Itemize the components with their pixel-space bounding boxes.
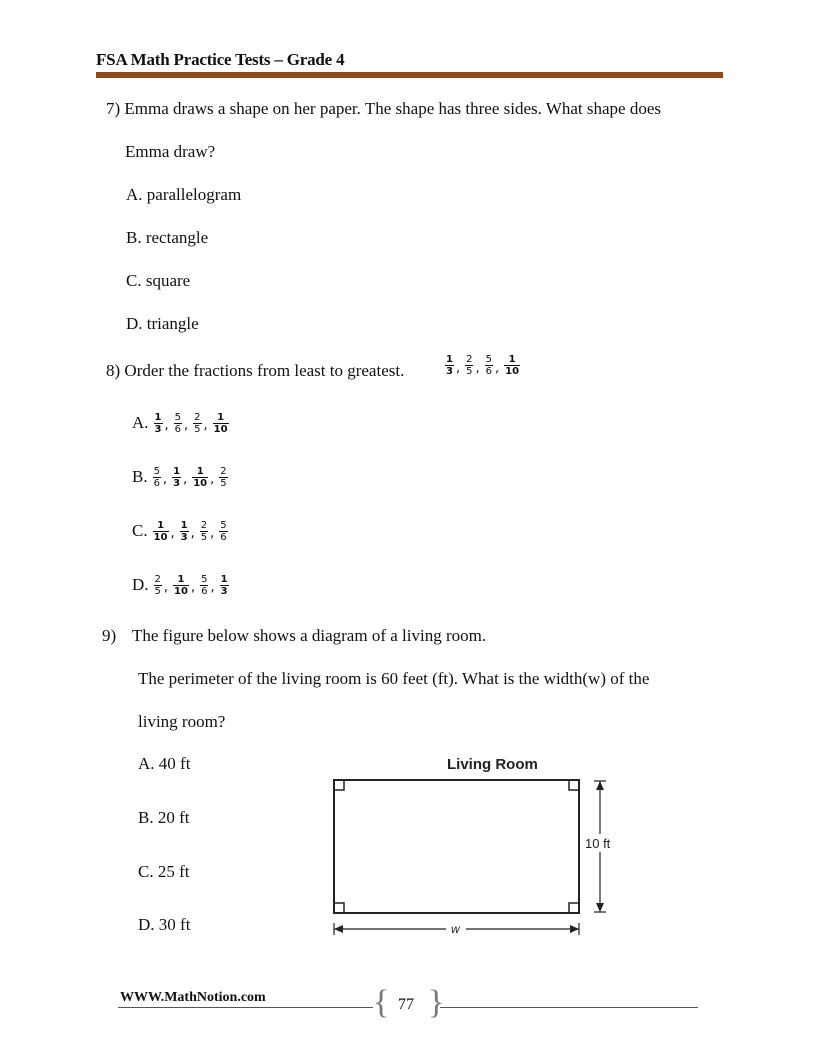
fraction-separator: ,	[162, 472, 168, 487]
footer-website: WWW.MathNotion.com	[120, 990, 266, 1005]
q9-option-c[interactable]: C. 25 ft	[138, 862, 190, 881]
fraction	[153, 466, 161, 489]
fraction	[445, 354, 454, 377]
header-title: FSA Math Practice Tests – Grade 4	[96, 50, 345, 69]
fraction-numerator: 1	[196, 465, 204, 477]
fraction	[504, 354, 520, 377]
diagram-title: Living Room	[447, 756, 538, 773]
fraction-denominator: 10	[213, 423, 228, 435]
q7-option-b[interactable]: B. rectangle	[126, 228, 209, 247]
q9-text-line2: The perimeter of the living room is 60 feet (ft). What is the width(w) of the	[138, 669, 650, 688]
q9-text-line1: The figure below shows a diagram of a living room.	[132, 626, 487, 645]
q9-option-d[interactable]: D. 30 ft	[138, 915, 191, 934]
footer-rule-left	[118, 1007, 373, 1008]
fraction-denominator: 6	[153, 477, 160, 489]
right-angle-marker-top-right	[569, 780, 579, 790]
fraction-separator: ,	[184, 418, 189, 433]
fraction-denominator: 6	[174, 423, 182, 435]
fraction-separator: ,	[190, 580, 196, 595]
q8-option-a[interactable]	[132, 409, 230, 437]
fraction-numerator: 1	[180, 519, 188, 531]
fraction	[213, 412, 229, 435]
fraction	[465, 354, 473, 377]
fraction-numerator: 1	[217, 411, 225, 423]
fraction-denominator: 3	[446, 366, 453, 377]
fraction-separator: ,	[495, 361, 500, 376]
fraction-numerator: 1	[446, 354, 453, 365]
fraction-separator: ,	[210, 526, 215, 541]
width-arrow-left	[334, 925, 343, 933]
q7-text-line2: Emma draw?	[125, 142, 216, 161]
fraction-separator: ,	[164, 418, 169, 433]
fraction	[154, 412, 163, 435]
fraction-separator: ,	[183, 472, 188, 487]
q8-option-c[interactable]	[132, 517, 229, 545]
fraction-numerator: 5	[201, 573, 208, 585]
fraction	[485, 354, 493, 377]
q8-prompt: 8) Order the fractions from least to greatest.	[106, 361, 405, 380]
height-arrow-top	[596, 781, 604, 790]
fraction-numerator: 5	[153, 465, 160, 477]
q9-text-line3: living room?	[138, 712, 226, 731]
page-number: 77	[398, 996, 414, 1013]
width-label: w	[451, 922, 460, 936]
q8-option-c-letter: C.	[132, 521, 148, 540]
fraction-denominator: 10	[174, 585, 188, 597]
fraction-denominator: 5	[200, 531, 208, 543]
fraction-numerator: 2	[194, 411, 201, 423]
fraction	[219, 466, 227, 489]
q9-option-b[interactable]: B. 20 ft	[138, 808, 190, 827]
fraction-separator: ,	[210, 472, 215, 487]
q8-option-d[interactable]	[132, 571, 230, 599]
height-label: 10 ft	[585, 836, 611, 851]
fraction-denominator: 5	[220, 477, 227, 489]
fraction	[180, 520, 189, 543]
fraction-denominator: 3	[154, 423, 162, 435]
right-angle-marker-top-left	[334, 780, 344, 790]
fraction-numerator: 2	[466, 354, 473, 365]
q7-option-d[interactable]: D. triangle	[126, 314, 199, 333]
fraction-numerator: 5	[220, 519, 227, 531]
q8-option-c-fractions	[152, 517, 229, 545]
fraction-numerator: 1	[157, 519, 165, 531]
fraction	[219, 520, 227, 543]
fraction-denominator: 3	[173, 477, 181, 489]
page-bracket-close: }	[428, 984, 445, 1021]
fraction-numerator: 1	[220, 573, 228, 585]
fraction-denominator: 3	[180, 531, 188, 543]
fraction-separator: ,	[163, 580, 169, 595]
fraction-denominator: 6	[220, 531, 227, 543]
fraction	[173, 574, 189, 597]
fraction-separator: ,	[190, 526, 195, 541]
header-rule	[96, 72, 723, 78]
fraction-separator: ,	[455, 361, 461, 376]
fraction	[174, 412, 182, 435]
q7-option-a[interactable]: A. parallelogram	[126, 185, 242, 204]
fraction-numerator: 5	[174, 411, 182, 423]
fraction-numerator: 2	[220, 465, 227, 477]
q8-option-a-letter: A.	[132, 413, 149, 432]
footer-rule-right	[440, 1007, 698, 1008]
fraction-denominator: 5	[194, 423, 201, 435]
fraction-separator: ,	[475, 361, 480, 376]
width-arrow-right	[570, 925, 579, 933]
q8-option-b[interactable]	[132, 463, 229, 491]
fraction-separator: ,	[210, 580, 215, 595]
fraction-numerator: 1	[177, 573, 185, 585]
fraction-numerator: 2	[200, 519, 208, 531]
fraction-denominator: 5	[466, 366, 473, 377]
q8-option-d-fractions	[153, 571, 230, 599]
living-room-diagram	[326, 750, 626, 940]
q9-number: 9)	[102, 626, 117, 645]
fraction-numerator: 1	[173, 465, 181, 477]
fraction	[154, 574, 162, 597]
q7-option-c[interactable]: C. square	[126, 271, 191, 290]
fraction-numerator: 1	[154, 411, 162, 423]
q8-option-d-letter: D.	[132, 575, 149, 594]
fraction	[192, 466, 208, 489]
fraction-denominator: 3	[220, 585, 228, 597]
fraction-denominator: 5	[154, 585, 161, 597]
fraction	[200, 574, 208, 597]
fraction	[220, 574, 229, 597]
fraction-denominator: 6	[485, 366, 492, 377]
fraction-numerator: 1	[508, 354, 516, 365]
fraction	[172, 466, 181, 489]
fraction-denominator: 10	[505, 366, 520, 377]
right-angle-marker-bottom-right	[569, 903, 579, 913]
q7-text-line1: 7) Emma draws a shape on her paper. The shape has three sides. What shape does	[106, 99, 661, 118]
fraction-denominator: 6	[201, 585, 208, 597]
fraction	[193, 412, 201, 435]
q8-fraction-list	[444, 354, 521, 377]
fraction	[200, 520, 208, 543]
q9-option-a[interactable]: A. 40 ft	[138, 754, 191, 773]
fraction-denominator: 10	[153, 531, 168, 543]
fraction-numerator: 2	[154, 573, 161, 585]
room-rectangle	[334, 780, 579, 913]
fraction-separator: ,	[170, 526, 175, 541]
q8-option-b-letter: B.	[132, 467, 148, 486]
q8-option-b-fractions	[152, 463, 229, 491]
height-arrow-bottom	[596, 903, 604, 912]
fraction-numerator: 5	[485, 354, 492, 365]
q8-option-a-fractions	[153, 409, 230, 437]
fraction-denominator: 10	[193, 477, 208, 489]
right-angle-marker-bottom-left	[334, 903, 344, 913]
page-bracket-open: {	[373, 984, 390, 1021]
fraction	[153, 520, 169, 543]
fraction-separator: ,	[203, 418, 208, 433]
